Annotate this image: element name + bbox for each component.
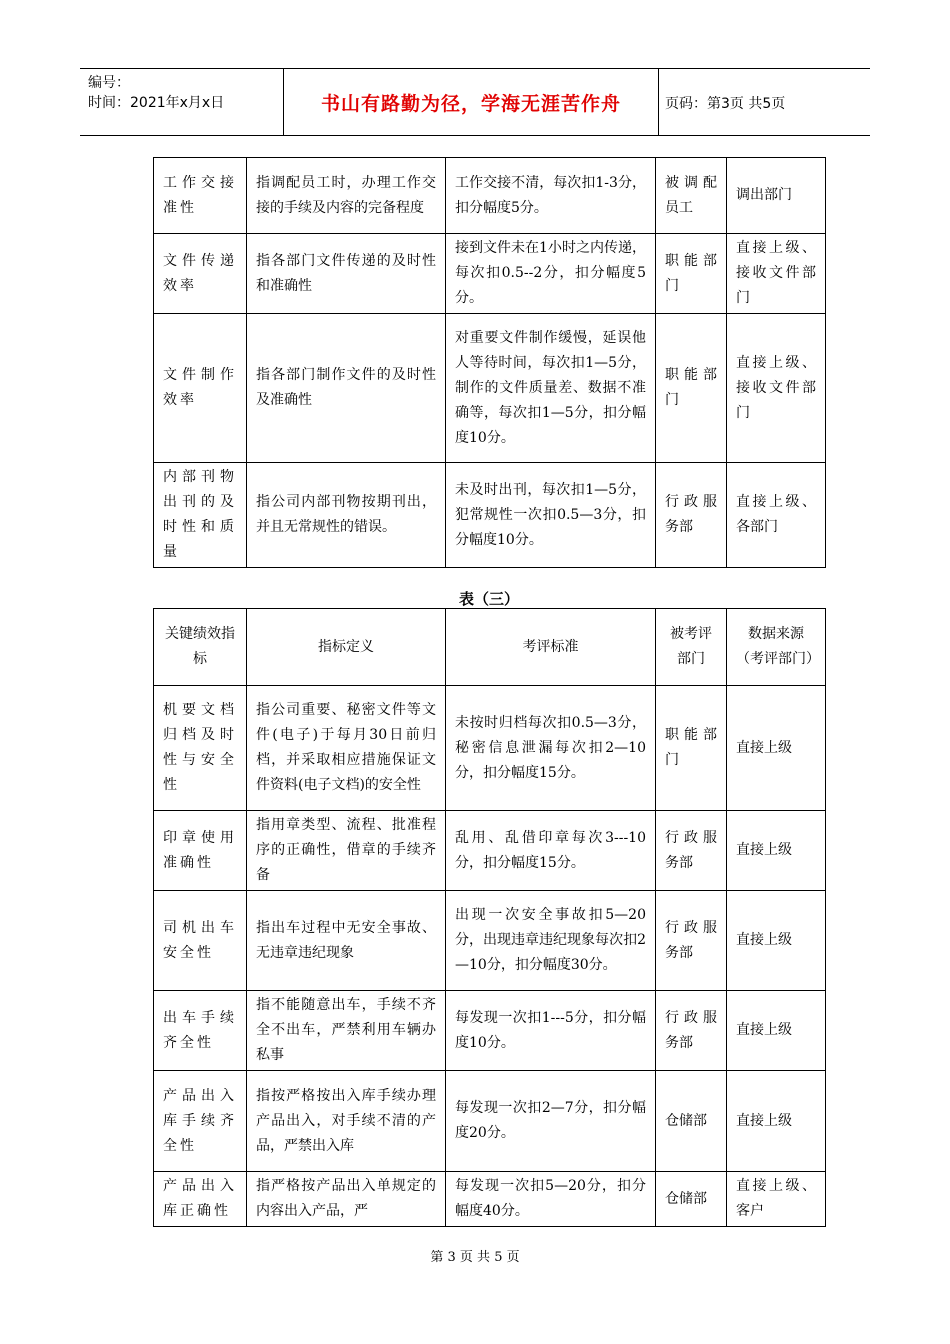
table-row [154,463,826,568]
dept-cell: 职能部门 [656,234,727,314]
table-header-row [154,609,826,686]
definition-cell: 指用章类型、流程、批准程序的正确性，借章的手续齐备 [247,811,446,891]
definition-cell: 指公司重要、秘密文件等文件(电子)于每月30日前归档，并采取相应措施保证文件资料(电子文档)的安全性 [247,686,446,811]
source-cell: 直接上级、客户 [727,1172,826,1227]
indicator-table-continued [153,157,826,568]
dept-cell: 行政服务部 [656,811,727,891]
indicator-table-three [153,608,826,1227]
header-motto: 书山有路勤为径，学海无涯苦作舟 [283,69,659,135]
table-caption: 表（三） [458,590,519,608]
standard-cell: 每发现一次扣1---5分，扣分幅度10分。 [446,991,656,1071]
definition-cell: 指公司内部刊物按期刊出，并且无常规性的错误。 [247,463,446,568]
definition-cell: 指调配员工时，办理工作交接的手续及内容的完备程度 [247,158,446,234]
dept-cell: 被调配员工 [656,158,727,234]
indicator-cell: 机要文档归档及时性与安全性 [154,686,247,811]
standard-cell: 未按时归档每次扣0.5—3分，秘密信息泄漏每次扣2—10分，扣分幅度15分。 [446,686,656,811]
standard-cell: 对重要文件制作缓慢，延误他人等待时间，每次扣1—5分，制作的文件质量差、数据不准确等，每次扣1—5分，扣分幅度10分。 [446,314,656,463]
source-cell: 直接上级 [727,1071,826,1172]
indicator-cell: 印章使用准确性 [154,811,247,891]
indicator-cell: 文件制作效率 [154,314,247,463]
header-meta [88,73,284,113]
standard-cell: 乱用、乱借印章每次3---10分，扣分幅度15分。 [446,811,656,891]
header-dept: 被考评部门 [656,609,727,686]
table-row [154,234,826,314]
header-definition: 指标定义 [247,609,446,686]
indicator-cell: 内部刊物出刊的及时性和质量 [154,463,247,568]
table-row [154,991,826,1071]
dept-cell: 仓储部 [656,1172,727,1227]
page-header [80,68,870,136]
source-cell: 直接上级、接收文件部门 [727,314,826,463]
standard-cell: 工作交接不清，每次扣1-3分，扣分幅度5分。 [446,158,656,234]
indicator-cell: 工作交接准性 [154,158,247,234]
source-cell: 调出部门 [727,158,826,234]
source-cell: 直接上级 [727,811,826,891]
header-source: 数据来源（考评部门） [727,609,826,686]
source-cell: 直接上级、各部门 [727,463,826,568]
header-page-label: 页码：第3页 共5页 [665,96,786,112]
source-cell: 直接上级 [727,991,826,1071]
doc-time-label: 时间：2021年x月x日 [88,95,225,111]
page-footer: 第 3 页 共 5 页 [430,1250,520,1265]
source-cell: 直接上级 [727,891,826,991]
dept-cell: 行政服务部 [656,891,727,991]
definition-cell: 指按严格按出入库手续办理产品出入，对手续不清的产品，严禁出入库 [247,1071,446,1172]
dept-cell: 职能部门 [656,686,727,811]
table-row [154,1172,826,1227]
indicator-cell: 文件传递效率 [154,234,247,314]
dept-cell: 行政服务部 [656,991,727,1071]
source-cell: 直接上级、接收文件部门 [727,234,826,314]
table-row [154,811,826,891]
definition-cell: 指各部门制作文件的及时性及准确性 [247,314,446,463]
definition-cell: 指出车过程中无安全事故、无违章违纪现象 [247,891,446,991]
indicator-cell: 司机出车安全性 [154,891,247,991]
indicator-cell: 产品出入库手续齐全性 [154,1071,247,1172]
standard-cell: 出现一次安全事故扣5—20分，出现违章违纪现象每次扣2—10分，扣分幅度30分。 [446,891,656,991]
indicator-cell: 产品出入库正确性 [154,1172,247,1227]
table-row [154,891,826,991]
dept-cell: 行政服务部 [656,463,727,568]
standard-cell: 未及时出刊，每次扣1—5分，犯常规性一次扣0.5—3分，扣分幅度10分。 [446,463,656,568]
standard-cell: 接到文件未在1小时之内传递，每次扣0.5--2分，扣分幅度5分。 [446,234,656,314]
standard-cell: 每发现一次扣5—20分，扣分幅度40分。 [446,1172,656,1227]
definition-cell: 指严格按产品出入单规定的内容出入产品，严 [247,1172,446,1227]
header-indicator: 关键绩效指标 [154,609,247,686]
indicator-cell: 出车手续齐全性 [154,991,247,1071]
table-row [154,1071,826,1172]
table-row [154,158,826,234]
definition-cell: 指各部门文件传递的及时性和准确性 [247,234,446,314]
header-standard: 考评标准 [446,609,656,686]
dept-cell: 仓储部 [656,1071,727,1172]
standard-cell: 每发现一次扣2—7分，扣分幅度20分。 [446,1071,656,1172]
table-row [154,686,826,811]
table-row [154,314,826,463]
definition-cell: 指不能随意出车，手续不齐全不出车，严禁利用车辆办私事 [247,991,446,1071]
dept-cell: 职能部门 [656,314,727,463]
source-cell: 直接上级 [727,686,826,811]
doc-number-label: 编号： [88,75,130,91]
